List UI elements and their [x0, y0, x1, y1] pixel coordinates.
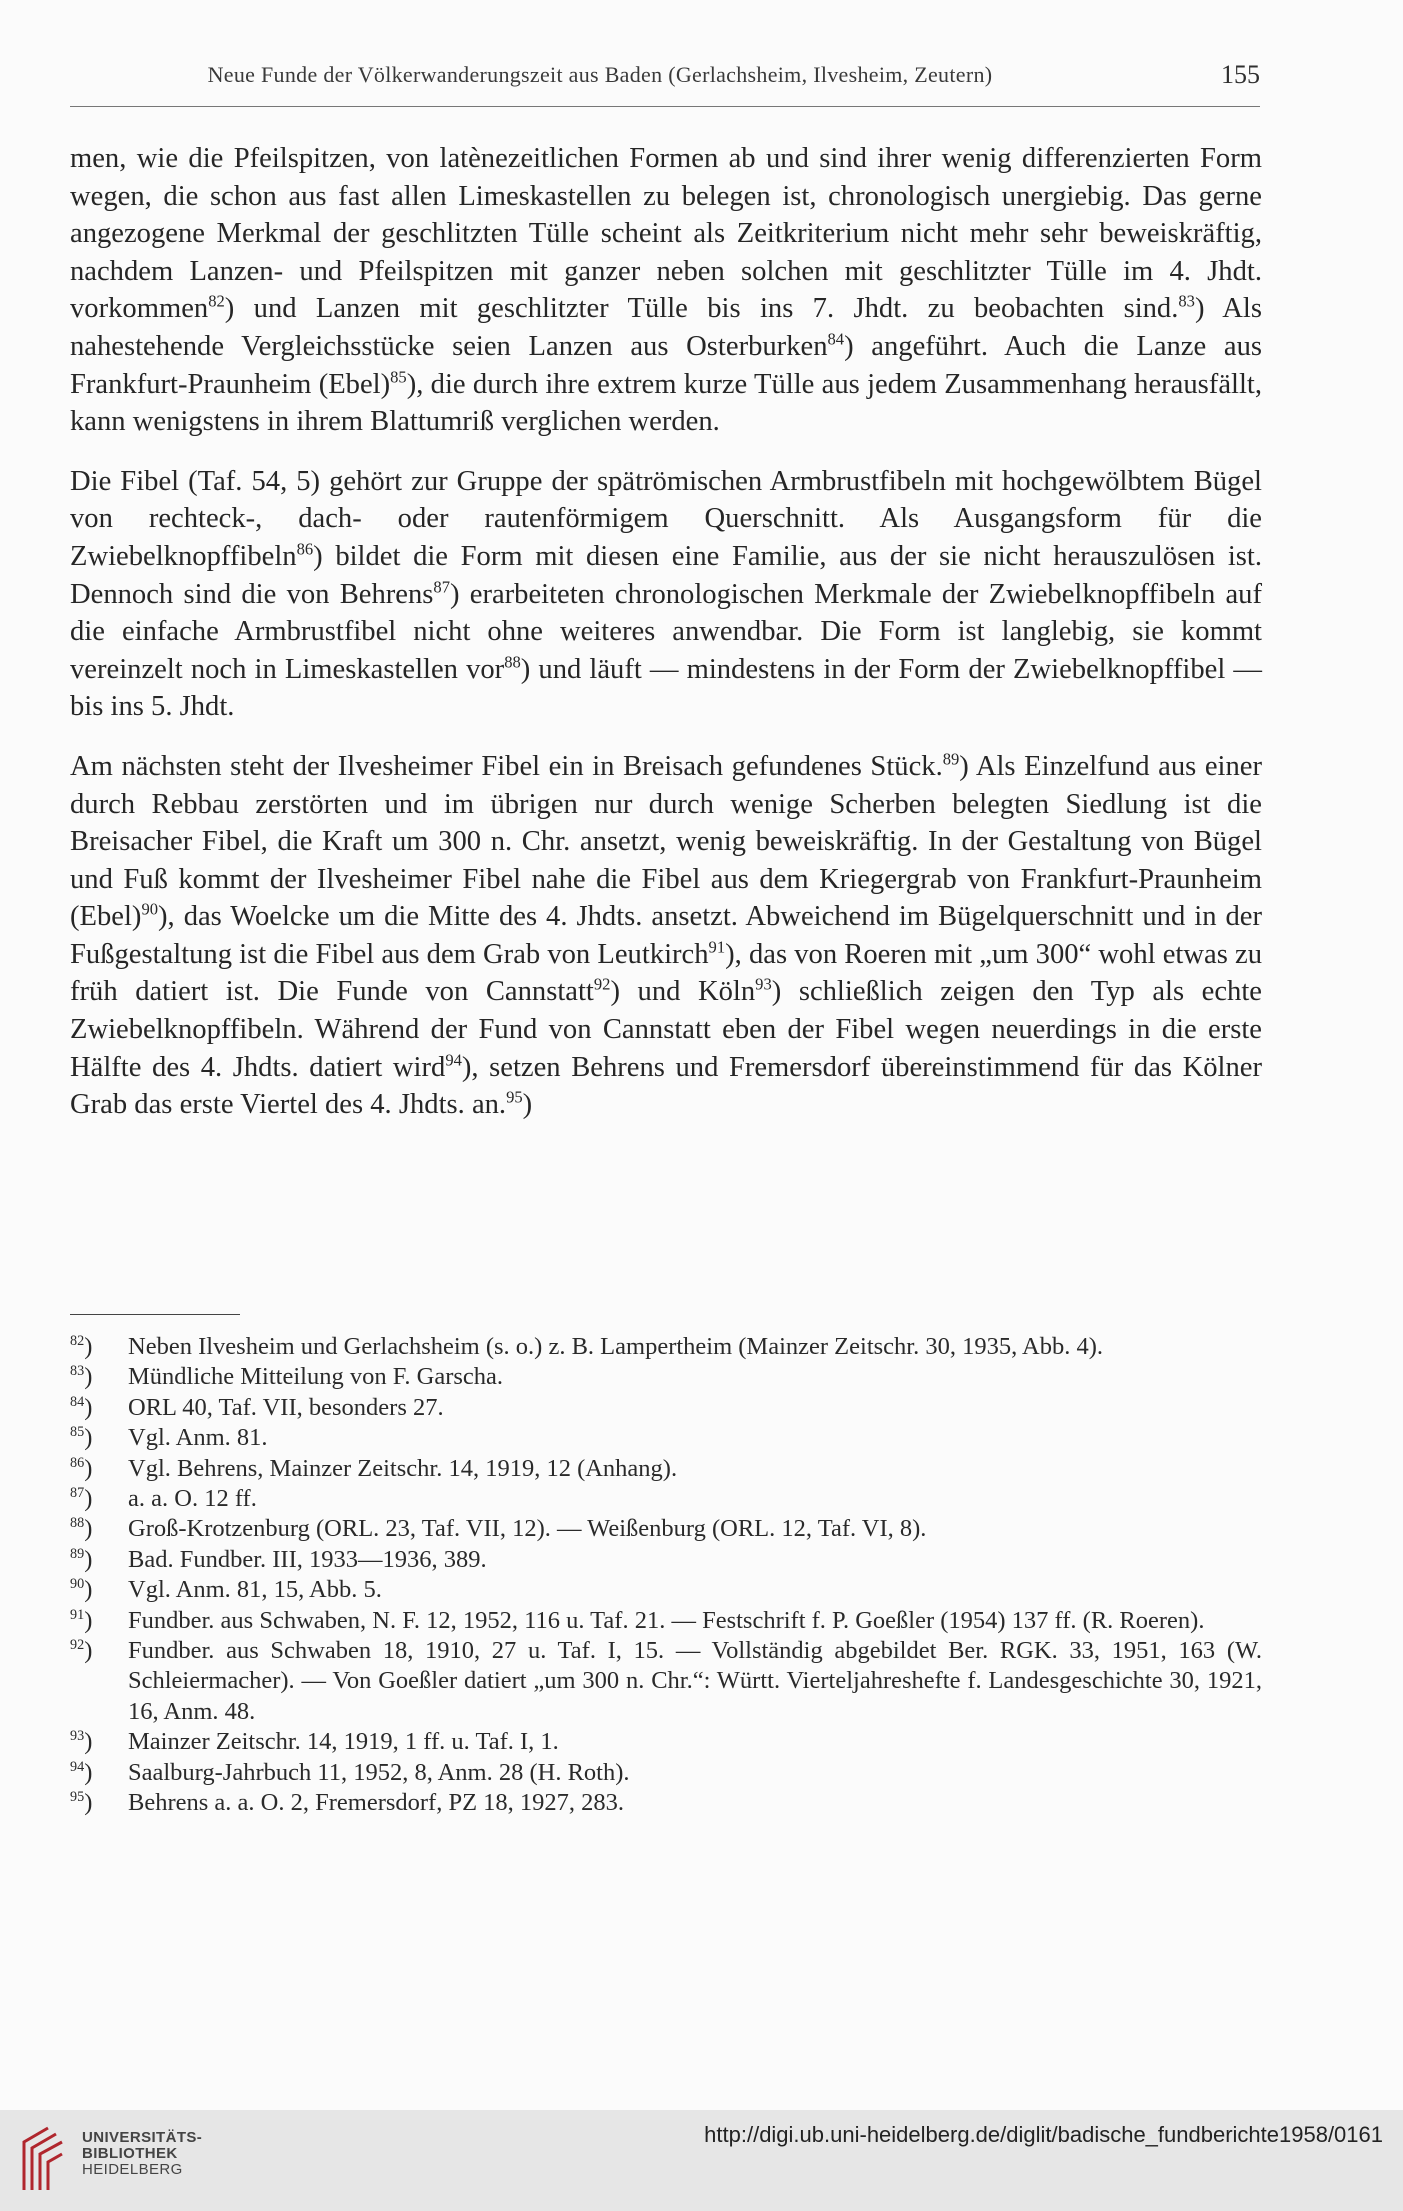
- viewer-footer: [0, 2110, 1403, 2211]
- text-run: ) schließlich zeigen den Typ als echte Zwiebelknopffibeln. Während der Fund von Cannstatt eben der Fibel wegen neuerdings in die erste Hälfte des 4. Jhdts. datiert wird: [70, 976, 1262, 1083]
- footnote-number-value: 94: [70, 1758, 85, 1775]
- text-run: ) erarbeiteten chronologischen Merkmale der Zwiebelknopffibeln auf die einfache Armbrustfibel nicht ohne weiteres anwendbar. Die Form ist langlebig, sie kommt vereinzelt noch in Limeskastellen vor: [70, 578, 1263, 685]
- footnote-number-value: 88: [70, 1515, 85, 1532]
- text-run: Die Fibel (Taf. 54, 5) gehört zur Gruppe der spätrömischen Armbrustfibeln mit hochgewölbtem Bügel von rechteck-, dach- oder rautenförmigem Querschnitt. Als Ausgangsform für die Zwiebelknopffibeln: [70, 465, 1262, 572]
- footnote-text: a. a. O. 12 ff.: [128, 1485, 257, 1513]
- footnote-reference[interactable]: 86: [296, 539, 314, 559]
- text-run: ), das von Roeren mit „um 300“ wohl etwas zu früh datiert ist. Die Funde von Cannstatt: [70, 938, 1262, 1008]
- footnote: [70, 1454, 1262, 1484]
- text-run: ) und Köln: [610, 976, 756, 1008]
- footnote: [70, 1606, 1262, 1636]
- footnote-number-value: 84: [70, 1393, 85, 1410]
- footnote-text: Neben Ilvesheim und Gerlachsheim (s. o.) z. B. Lampertheim (Mainzer Zeitschr. 30, 1935, Abb. 4).: [128, 1333, 1103, 1360]
- footnote-reference[interactable]: 83: [1178, 291, 1195, 311]
- footnote: [70, 1423, 1262, 1453]
- library-name-line: HEIDELBERG: [82, 2161, 183, 2178]
- text-run: ), das Woelcke um die Mitte des 4. Jhdts. ansetzt. Abweichend im Bügelquerschnitt und in der Fußgestaltung ist die Fibel aus dem Grab von Leutkirch: [70, 901, 1262, 970]
- footnotes: [70, 1332, 1262, 1819]
- footnote-reference[interactable]: 82: [208, 291, 225, 311]
- text-run: ) angeführt. Auch die Lanze aus Frankfurt-Praunheim (Ebel): [70, 330, 1262, 400]
- footnote-reference[interactable]: 93: [755, 974, 772, 994]
- footnote-number: $^{82}$): [70, 1332, 93, 1360]
- footnote-number: $^{92}$): [70, 1636, 93, 1665]
- footnote-number-value: 87: [70, 1484, 85, 1501]
- footnote-number: $^{90}$): [70, 1576, 93, 1604]
- footnote-text: Fundber. aus Schwaben, N. F. 12, 1952, 116 u. Taf. 21. — Festschrift f. P. Goeßler (1954) 137 ff. (R. Roeren).: [128, 1606, 1205, 1634]
- footnote-reference[interactable]: 85: [390, 367, 407, 387]
- footnote-text: Groß-Krotzenburg (ORL. 23, Taf. VII, 12). — Weißenburg (ORL. 12, Taf. VI, 8).: [128, 1515, 927, 1543]
- footnote-number-value: 95: [70, 1788, 85, 1805]
- footnote: [70, 1545, 1262, 1575]
- text-run: ) und Lanzen mit geschlitzter Tülle bis ins 7. Jhdt. zu beobachten sind.: [224, 293, 1179, 325]
- footnote-number: $^{89}$): [70, 1545, 93, 1573]
- body-text: [70, 140, 1262, 1146]
- text-run: ) und läuft — mindestens in der Form der Zwiebelknopffibel — bis ins 5. Jhdt.: [70, 653, 1262, 723]
- body-paragraph: [70, 748, 1262, 1124]
- footnote-number: $^{93}$): [70, 1728, 93, 1756]
- footnote-text: Mündliche Mitteilung von F. Garscha.: [128, 1363, 504, 1391]
- footnote: [70, 1362, 1262, 1392]
- footnote: [70, 1636, 1262, 1727]
- footnote: [70, 1484, 1262, 1514]
- library-name[interactable]: [82, 2130, 202, 2178]
- library-name-line: UNIVERSITÄTS-: [82, 2129, 203, 2146]
- footnote: [70, 1758, 1262, 1788]
- footnote-number-value: 91: [70, 1606, 85, 1623]
- footnote: [70, 1575, 1262, 1605]
- footnote-number: $^{83}$): [70, 1363, 93, 1391]
- footnote: [70, 1393, 1262, 1423]
- library-name-line: BIBLIOTHEK: [82, 2145, 178, 2162]
- footnote: [70, 1727, 1262, 1757]
- footnote-number-value: 86: [70, 1454, 85, 1471]
- footnote-number: $^{88}$): [70, 1515, 93, 1543]
- footnote: [70, 1788, 1262, 1818]
- footnote-number: $^{86}$): [70, 1454, 93, 1482]
- footnote-text: ORL 40, Taf. VII, besonders 27.: [128, 1393, 444, 1421]
- text-run: ), die durch ihre extrem kurze Tülle aus jedem Zusammenhang herausfällt, kann wenigstens in ihrem Blattumriß verglichen werden.: [70, 368, 1262, 438]
- footnote-reference[interactable]: 95: [506, 1087, 523, 1107]
- footnote-text: Vgl. Behrens, Mainzer Zeitschr. 14, 1919, 12 (Anhang).: [128, 1454, 678, 1482]
- footnote-number: $^{85}$): [70, 1424, 93, 1452]
- footnote-reference[interactable]: 92: [593, 974, 611, 994]
- footnote-number: $^{87}$): [70, 1484, 93, 1513]
- footnote-number: $^{84}$): [70, 1393, 93, 1421]
- text-run: ) bildet die Form mit diesen eine Familie, aus der sie nicht herauszulösen ist. Dennoch sind die von Behrens: [70, 540, 1262, 610]
- running-title: Neue Funde der Völkerwanderungszeit aus Baden (Gerlachsheim, Ilvesheim, Zeutern): [207, 62, 993, 87]
- footnote-reference[interactable]: 94: [445, 1050, 462, 1070]
- footnote: [70, 1332, 1262, 1362]
- body-paragraph: [70, 140, 1262, 441]
- text-run: ) Als Einzelfund aus einer durch Rebbau zerstörten und im übrigen nur durch wenige Scherben belegten Siedlung ist die Breisacher Fibel, die Kraft um 300 n. Chr. ansetzt, wenig beweiskräftig. In der Gestaltung von Bügel und Fuß kommt der Ilvesheimer Fibel nahe die Fibel aus dem Kriegergrab von Frankfurt-Praunheim (Ebel): [70, 750, 1263, 933]
- footnote-number: $^{95}$): [70, 1788, 93, 1817]
- footnote-number-value: 92: [70, 1636, 85, 1653]
- footnote: [70, 1514, 1262, 1544]
- footnote-text: Bad. Fundber. III, 1933—1936, 389.: [128, 1545, 487, 1573]
- footnote-text: Fundber. aus Schwaben 18, 1910, 27 u. Taf. I, 15. — Vollständig abgebildet Ber. RGK. 33, 1951, 163 (W. Schleiermacher). — Von Goeßler datiert „um 300 n. Chr.“: Württ. Vierteljahreshefte f. Landesgeschichte 30, 1921, 16, Anm. 48.: [128, 1637, 1262, 1725]
- text-run: ) Als nahestehende Vergleichsstücke seien Lanzen aus Osterburken: [70, 293, 1262, 362]
- footnote-number-value: 85: [70, 1424, 85, 1441]
- footnote-number-value: 89: [70, 1545, 85, 1562]
- footnote-reference[interactable]: 90: [141, 899, 159, 919]
- footnote-number-value: 90: [70, 1576, 85, 1593]
- footnote-number-value: 82: [70, 1332, 85, 1349]
- footnote-text: Vgl. Anm. 81, 15, Abb. 5.: [128, 1576, 382, 1604]
- ub-heidelberg-logo-icon[interactable]: [18, 2122, 68, 2194]
- footnote-reference[interactable]: 87: [433, 577, 450, 596]
- text-run: ), setzen Behrens und Fremersdorf übereinstimmend für das Kölner Grab das erste Viertel des 4. Jhdts. an.: [70, 1051, 1263, 1121]
- footnote-text: Mainzer Zeitschr. 14, 1919, 1 ff. u. Taf. I, 1.: [128, 1728, 559, 1756]
- source-url-link[interactable]: http://digi.ub.uni-heidelberg.de/diglit/badische_fundberichte1958/0161: [704, 2122, 1383, 2147]
- page-number: 155: [1221, 60, 1260, 89]
- footnote-number: $^{91}$): [70, 1606, 93, 1634]
- footnote-reference[interactable]: 84: [827, 329, 845, 349]
- text-run: ): [522, 1089, 533, 1121]
- footnote-number-value: 93: [70, 1728, 85, 1745]
- footnote-text: Vgl. Anm. 81.: [128, 1424, 268, 1452]
- footnote-number: $^{94}$): [70, 1758, 93, 1786]
- footnote-number-value: 83: [70, 1363, 85, 1380]
- footnote-text: Saalburg-Jahrbuch 11, 1952, 8, Anm. 28 (H. Roth).: [128, 1758, 630, 1786]
- text-run: men, wie die Pfeilspitzen, von latènezeitlichen Formen ab und sind ihrer wenig differenzierten Form wegen, die schon aus fast allen Limeskastellen zu belegen ist, chronologisch unergiebig. Das gerne angezogene Merkmal der geschlitzten Tülle scheint als Zeitkriterium nicht mehr sehr beweiskräftig, nachdem Lanzen- und Pfeilspitzen mit ganzer neben solchen mit geschlitzter Tülle im 4. Jhdt. vorkommen: [70, 143, 1262, 325]
- footnote-reference[interactable]: 89: [942, 749, 960, 769]
- page-header: [70, 56, 1260, 107]
- text-run: Am nächsten steht der Ilvesheimer Fibel ein in Breisach gefundenes Stück.: [70, 750, 943, 782]
- footnote-separator: [70, 1314, 240, 1315]
- body-paragraph: [70, 463, 1262, 726]
- footnote-text: Behrens a. a. O. 2, Fremersdorf, PZ 18, 1927, 283.: [128, 1789, 625, 1817]
- footnote-reference[interactable]: 91: [708, 937, 726, 957]
- footnote-reference[interactable]: 88: [504, 652, 521, 672]
